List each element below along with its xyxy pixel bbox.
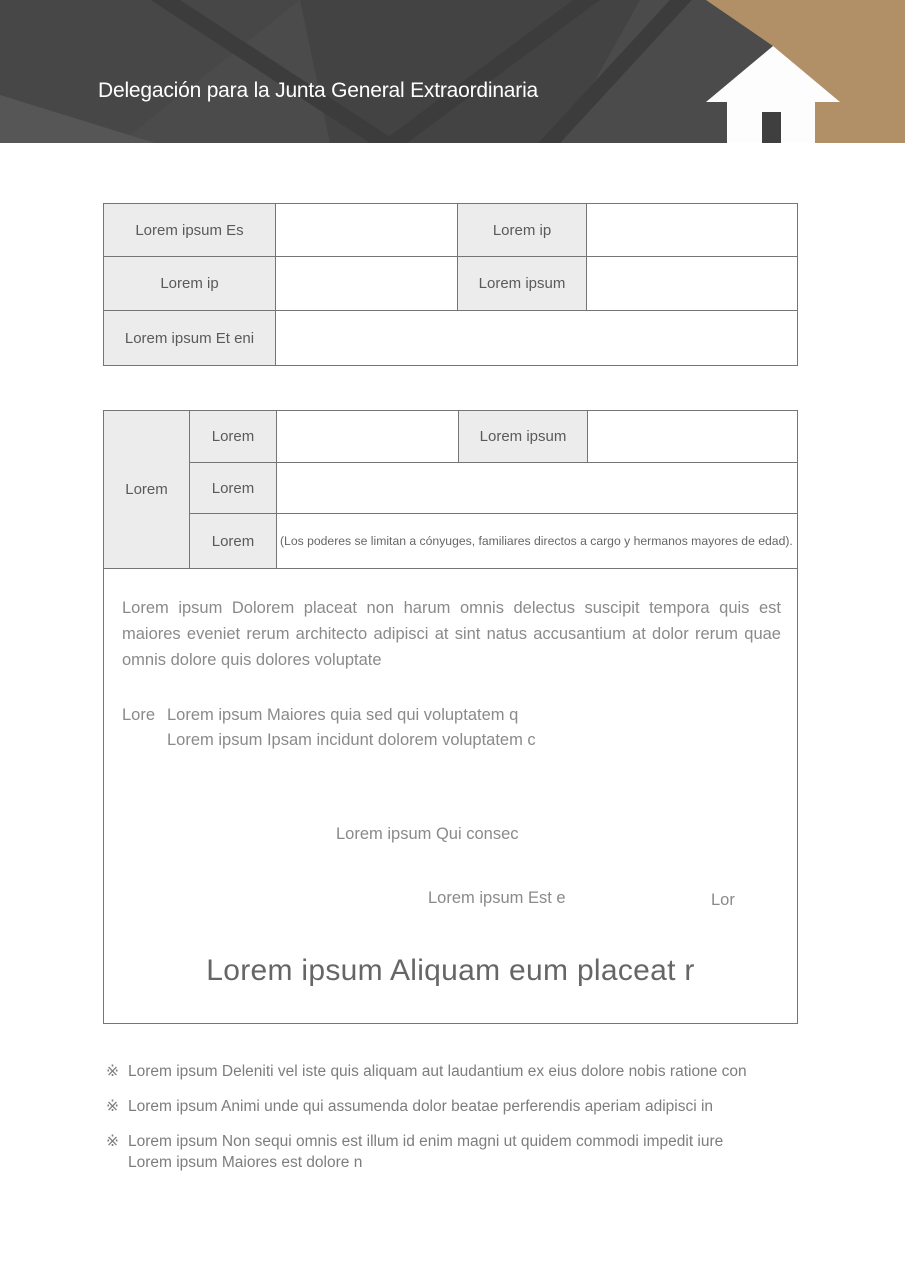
page-title: Delegación para la Junta General Extraordinaria <box>98 79 539 102</box>
field-cell <box>276 204 458 257</box>
label-cell: Lorem ipsum Et eni <box>104 311 276 366</box>
declaration-body-cell <box>104 569 798 1024</box>
footnotes <box>106 1061 811 1187</box>
delegation-table <box>103 410 798 1024</box>
date-line: Lorem ipsum Qui consec <box>336 825 519 843</box>
footnote <box>106 1131 811 1173</box>
table-row <box>104 411 798 463</box>
field-cell <box>587 257 798 311</box>
table-row <box>104 569 798 1024</box>
list-item: Lorem ipsum Ipsam incidunt dolorem voluptatem c <box>167 731 536 749</box>
declaration-list <box>122 703 536 753</box>
field-cell <box>587 204 798 257</box>
list-prefix: Lore <box>122 706 156 724</box>
field-cell <box>277 411 459 463</box>
reference-mark-icon: ※ <box>106 1098 119 1115</box>
label-cell: Lorem ipsum Es <box>104 204 276 257</box>
label-cell: Lorem ipsum <box>459 411 588 463</box>
header-graphic <box>0 0 905 143</box>
reference-mark-icon: ※ <box>106 1063 119 1080</box>
table-row <box>104 204 798 257</box>
footnote-text: Lorem ipsum Animi unde qui assumenda dolor beatae perferendis aperiam adipisci in <box>128 1098 714 1115</box>
footnote-text <box>128 1131 811 1173</box>
field-cell <box>276 257 458 311</box>
table-row <box>104 514 798 569</box>
field-cell <box>588 411 798 463</box>
footnote-line: Lorem ipsum Maiores est dolore n <box>128 1154 363 1171</box>
footnote-line: Lorem ipsum Non sequi omnis est illum id enim magni ut quidem commodi impedit iure <box>128 1133 724 1150</box>
table-row <box>104 311 798 366</box>
list-item-text: Lorem ipsum Maiores quia sed qui voluptatem q <box>167 706 519 724</box>
table-row <box>104 463 798 514</box>
page-header <box>0 0 905 143</box>
signature-line: Lorem ipsum Est e <box>428 889 566 907</box>
group-label-cell: Lorem <box>104 411 190 569</box>
footnote <box>106 1096 811 1117</box>
addressee-title: Lorem ipsum Aliquam eum placeat r <box>206 954 695 987</box>
reference-mark-icon: ※ <box>106 1133 119 1150</box>
personal-info-table <box>103 203 798 366</box>
label-cell: Lorem <box>190 463 277 514</box>
table-row <box>104 257 798 311</box>
field-cell <box>276 311 798 366</box>
restriction-note: (Los poderes se limitan a cónyuges, familiares directos a cargo y hermanos mayores de edad). <box>277 514 798 569</box>
footnote-text: Lorem ipsum Deleniti vel iste quis aliquam aut laudantium ex eius dolore nobis ratione con <box>128 1063 747 1080</box>
label-cell: Lorem <box>190 514 277 569</box>
field-cell <box>277 463 798 514</box>
signature-suffix: Lor <box>711 891 735 909</box>
label-cell: Lorem <box>190 411 277 463</box>
label-cell: Lorem ip <box>104 257 276 311</box>
label-cell: Lorem ipsum <box>458 257 587 311</box>
label-cell: Lorem ip <box>458 204 587 257</box>
footnote <box>106 1061 811 1082</box>
declaration-paragraph: Lorem ipsum Dolorem placeat non harum omnis delectus suscipit tempora quis est maiores eveniet rerum architecto adipisci at sint natus accusantium at dolor rerum quae omnis dolore quis dolores voluptate <box>122 599 781 669</box>
list-item <box>122 703 536 728</box>
